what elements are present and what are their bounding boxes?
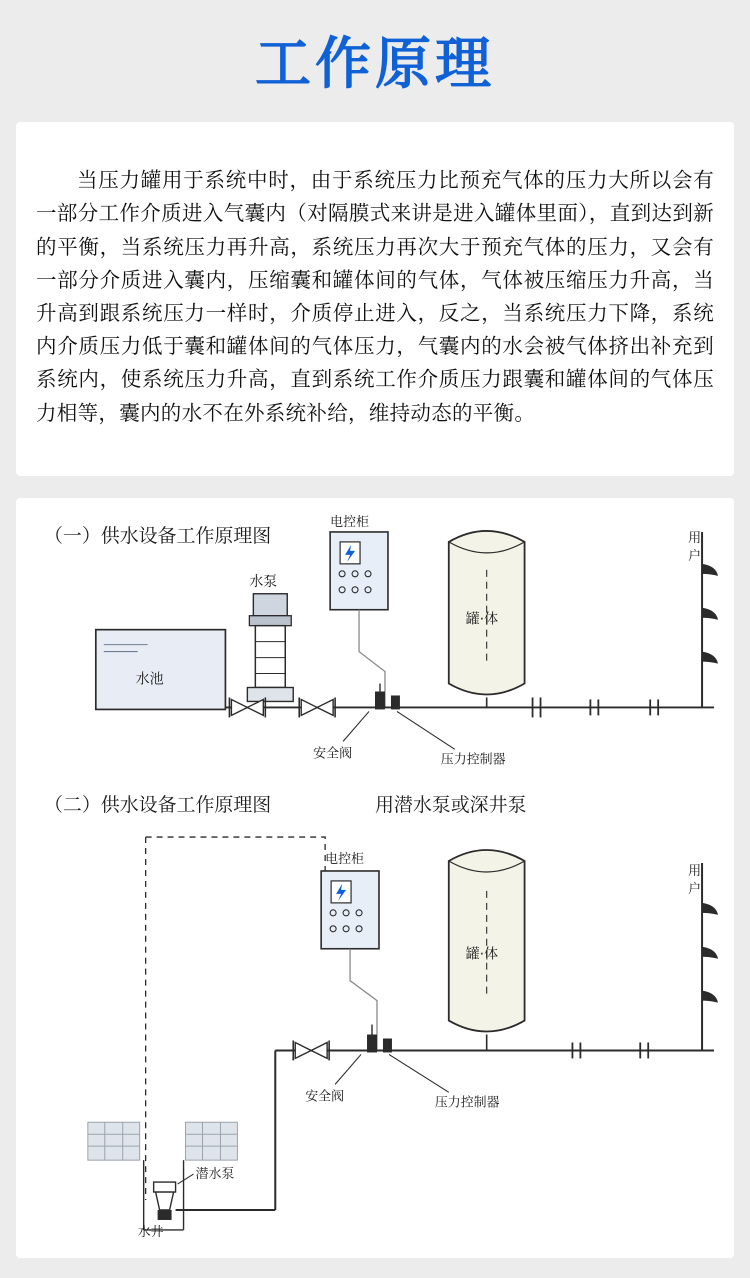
cable-run-2 (146, 837, 325, 871)
diagram-card (16, 498, 734, 1258)
pressure-controller-1 (391, 696, 400, 710)
safety-valve-1 (375, 692, 385, 710)
figure-2-caption-extra: 用潜水泵或深井泵 (374, 794, 527, 817)
safety-valve-label-1: 安全阀 (313, 746, 353, 762)
pump-flange-1 (249, 616, 291, 626)
user-label-1-line2: 户 (688, 549, 702, 565)
user-label-2-line2: 户 (688, 882, 702, 898)
user-label-1-line1: 用 (688, 531, 702, 547)
page-title: 工作原理 (255, 32, 495, 97)
figure-2 (44, 794, 718, 1240)
pressure-controller-leader-1 (397, 712, 455, 750)
gate-valve-1b (299, 698, 335, 718)
pump-motor-top-1 (253, 594, 287, 616)
principle-diagram (26, 512, 724, 1240)
safety-valve-leader-2 (335, 1055, 361, 1085)
figure-1-caption: （一）供水设备工作原理图 (43, 525, 272, 548)
submersible-pump-label: 潜水泵 (195, 1167, 235, 1183)
submersible-pump-leader (178, 1174, 194, 1184)
gate-valve-2a (293, 1041, 329, 1061)
water-pool-label-1: 水池 (135, 671, 164, 688)
tap-1b (702, 608, 718, 620)
ground-hatch-left (88, 1122, 140, 1160)
tap-2a (702, 903, 718, 915)
tank-label-1: 罐·体 (465, 611, 499, 628)
pressure-controller-2 (383, 1039, 392, 1053)
safety-valve-label-2: 安全阀 (305, 1089, 345, 1105)
well-label: 水井 (137, 1225, 164, 1241)
submersible-pump-head (154, 1182, 176, 1192)
submersible-pump-intake (158, 1210, 172, 1220)
safety-valve-leader-1 (343, 712, 369, 742)
figure-2-caption: （二）供水设备工作原理图 (43, 794, 272, 817)
pump-base-1 (247, 688, 293, 702)
pressure-controller-label-2: 压力控制器 (434, 1095, 500, 1111)
figure-1 (44, 514, 718, 767)
description-paragraph: 当压力罐用于系统中时，由于系统压力比预充气体的压力大所以会有一部分工作介质进入气囊内（对隔膜式来讲是进入罐体里面），直到达到新的平衡，当系统压力再升高，系统压力再次大于预充气体的压力，又会有一部分介质进入囊内，压缩囊和罐体间的气体，气体被压缩压力升高，当升高到跟系统压力一样时，介质停止进入，反之，当系统压力下降，系统内介质压力低于囊和罐体间的气体压力，气囊内的水会被气体挤出补充到系统内，使系统压力升高，直到系统工作介质压力跟囊和罐体间的气体压力相等，囊内的水不在外系统补给，维持动态的平衡。 (36, 168, 714, 425)
submersible-pump-body (156, 1192, 174, 1210)
description-card (16, 122, 734, 477)
control-panel-label-1: 电控柜 (330, 515, 369, 531)
page-title-container (0, 0, 750, 122)
tap-1c (702, 652, 718, 664)
tap-1a (702, 564, 718, 576)
pressure-controller-leader-2 (389, 1055, 449, 1093)
ground-hatch-right (186, 1122, 238, 1160)
pump-body-1 (255, 626, 285, 688)
safety-valve-2 (367, 1035, 377, 1053)
tap-2b (702, 947, 718, 959)
pressure-controller-label-1: 压力控制器 (440, 752, 506, 768)
control-panel-label-2: 电控柜 (325, 852, 365, 868)
user-label-2-line1: 用 (688, 864, 702, 880)
tap-2c (702, 991, 718, 1003)
water-pool-1 (96, 630, 226, 710)
tank-label-2: 罐·体 (465, 946, 499, 963)
pump-label-1: 水泵 (249, 574, 278, 591)
